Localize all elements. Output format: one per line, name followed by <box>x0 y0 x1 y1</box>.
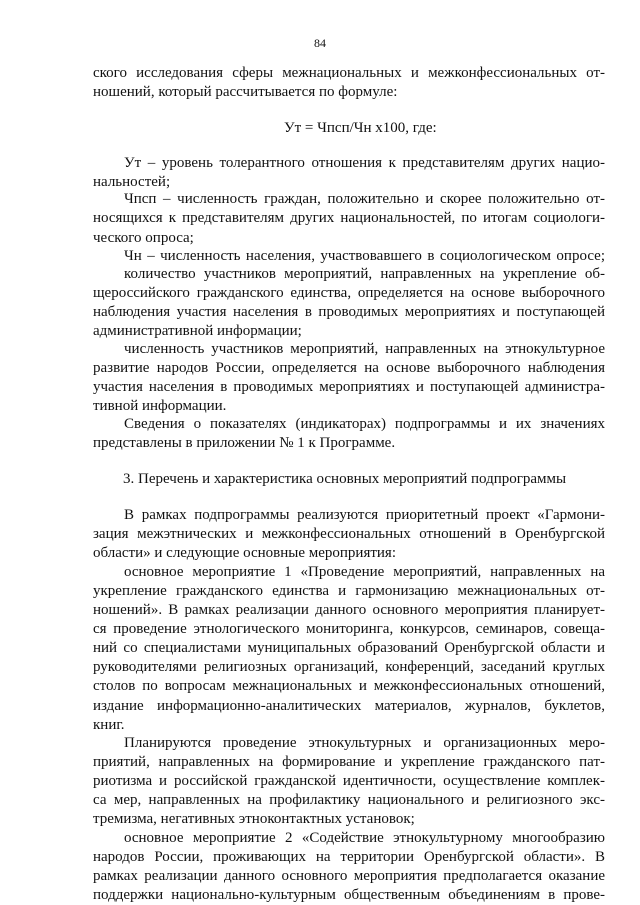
body-line: ского исследования сферы межнациональных и межконфессиональных от- <box>93 65 605 81</box>
body-line: представлены в приложении № 1 к Программе. <box>93 435 396 451</box>
page-number: 84 <box>314 36 326 50</box>
body-line: количество участников мероприятий, направленных на укрепление об- <box>124 266 605 282</box>
body-line: укрепление гражданского единства и гармонизацию межнациональных от- <box>93 583 605 599</box>
body-line: народов России, проживающих на территории Оренбургской области». В <box>93 849 605 865</box>
body-line: поддержки национально-культурным общественным объединениям в прове- <box>93 887 605 903</box>
legend-line: Ут – уровень толерантного отношения к представителям других нацио- <box>124 155 605 171</box>
body-line: развитие народов России, определяется на основе выборочного наблюдения <box>93 360 605 376</box>
body-line: Планируются проведение этнокультурных и организационных меро- <box>124 735 605 751</box>
body-line: тремизма, негативных этноконтактных установок; <box>93 811 415 827</box>
body-line: наблюдения участия населения в проводимых мероприятиях и поступающей <box>93 304 605 320</box>
body-line: приятий, направленных на формирование и укрепление гражданского пат- <box>93 754 605 770</box>
body-line: В рамках подпрограммы реализуются приоритетный проект «Гармони- <box>124 507 605 523</box>
body-line: риотизма и российской гражданской идентичности, осуществление комплек- <box>93 773 605 789</box>
body-line: участия населения в проводимых мероприятиях и поступающей администра- <box>93 379 605 395</box>
body-line: основное мероприятие 2 «Содействие этнокультурному многообразию <box>124 830 605 846</box>
body-line: Сведения о показателях (индикаторах) подпрограммы и их значениях <box>124 416 605 432</box>
body-line: ношений». В рамках реализации данного основного мероприятия планирует- <box>93 602 605 618</box>
body-line: щероссийского гражданского единства, определяется на основе выборочного <box>93 285 605 301</box>
body-line: са мер, направленных на профилактику национального и религиозного экс- <box>93 792 605 808</box>
body-line: области» и следующие основные мероприятия: <box>93 545 397 561</box>
body-line: зация межэтнических и межконфессиональных отношений в Оренбургской <box>93 526 605 542</box>
body-line: тивной информации. <box>93 398 227 414</box>
legend-line: носящихся к представителям других национальностей, по итогам социологи- <box>93 210 605 226</box>
body-line: административной информации; <box>93 323 302 339</box>
body-line: издание информационно-аналитических материалов, журналов, буклетов, <box>93 698 605 714</box>
formula: Ут = Чпсп/Чн x100, где: <box>284 120 437 136</box>
body-line: ся проведение этнологического мониторинга, конкурсов, семинаров, совеща- <box>93 621 605 637</box>
body-line: численность участников мероприятий, направленных на этнокультурное <box>124 341 605 357</box>
legend-line: Чн – численность населения, участвовавшего в социологическом опросе; <box>124 248 605 264</box>
body-line: руководителями религиозных организаций, конференций, заседаний круглых <box>93 659 605 675</box>
body-line: книг. <box>93 717 125 733</box>
section-heading: 3. Перечень и характеристика основных мероприятий подпрограммы <box>123 471 567 487</box>
legend-line: ческого опроса; <box>93 230 194 246</box>
body-line: ний со специалистами муниципальных образований Оренбургской области и <box>93 640 605 656</box>
legend-line: нальностей; <box>93 174 171 190</box>
body-line: рамках реализации данного основного мероприятия предполагается оказание <box>93 868 605 884</box>
body-line: столов по вопросам межнациональных и межконфессиональных отношений, <box>93 678 605 694</box>
body-line: ношений, который рассчитывается по формуле: <box>93 84 398 100</box>
body-line: основное мероприятие 1 «Проведение мероприятий, направленных на <box>124 564 605 580</box>
legend-line: Чпсп – численность граждан, положительно и скорее положительно от- <box>124 191 605 207</box>
